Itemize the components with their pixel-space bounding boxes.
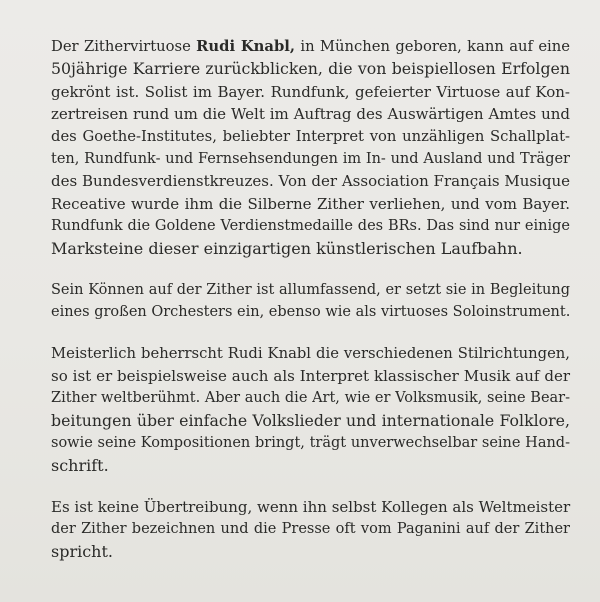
text-line: der Zither bezeichnen und die Presse oft vom Paganini auf der Zither xyxy=(51,521,570,538)
text-line: zertreisen rund um die Welt im Auftrag des Auswärtigen Amtes und xyxy=(51,105,570,124)
paragraph-1 xyxy=(51,36,570,260)
text-line: gekrönt ist. Solist im Bayer. Rundfunk, gefeierter Virtuose auf Kon- xyxy=(51,82,570,101)
text-line: eines großen Orchesters ein, ebenso wie als virtuoses Soloinstrument. xyxy=(51,304,571,321)
text-line: Rundfunk die Goldene Verdienstmedaille des BRs. Das sind nur einige xyxy=(51,218,570,235)
text-line: des Bundesverdienstkreuzes. Von der Association Français Musique xyxy=(51,172,570,191)
text-line: Zither weltberühmt. Aber auch die Art, wie er Volksmusik, seine Bear- xyxy=(51,390,570,407)
text-line: Es ist keine Übertreibung, wenn ihn selbst Kollegen als Weltmeister xyxy=(51,498,571,517)
text-line: 50jährige Karriere zurückblicken, die von beispiellosen Erfolgen xyxy=(51,59,570,79)
artist-name: Rudi Knabl, xyxy=(196,38,296,55)
text-line: beitungen über einfache Volkslieder und internationale Folklore, xyxy=(51,410,570,430)
paragraph-3 xyxy=(51,343,570,477)
text-line: ten, Rundfunk- und Fernsehsendungen im In- und Ausland und Träger xyxy=(51,150,570,167)
text-line: spricht. xyxy=(51,541,113,561)
biography-text xyxy=(51,36,570,582)
text-line: so ist er beispielsweise auch als Interpret klassischer Musik auf der xyxy=(51,367,570,386)
text-line: des Goethe-Institutes, beliebter Interpret von unzähligen Schallplat- xyxy=(51,127,570,145)
text-line: Sein Können auf der Zither ist allumfassend, er setzt sie in Begleitung xyxy=(51,281,570,298)
text-line: Meisterlich beherrscht Rudi Knabl die verschiedenen Stilrichtungen, xyxy=(51,344,570,362)
paragraph-4 xyxy=(51,496,570,563)
text-span: Der Zithervirtuose xyxy=(51,38,197,55)
text-line: sowie seine Kompositionen bringt, trägt unverwechselbar seine Hand- xyxy=(51,435,570,452)
text-line: Receative wurde ihm die Silberne Zither verliehen, und vom Bayer. xyxy=(51,194,570,213)
text-line: Marksteine dieser einzigartigen künstlerischen Laufbahn. xyxy=(51,238,523,258)
text-line: schrift. xyxy=(51,455,109,475)
text-line xyxy=(51,36,570,58)
text-span: in München geboren, kann auf eine xyxy=(295,38,570,55)
paragraph-2 xyxy=(51,279,570,324)
